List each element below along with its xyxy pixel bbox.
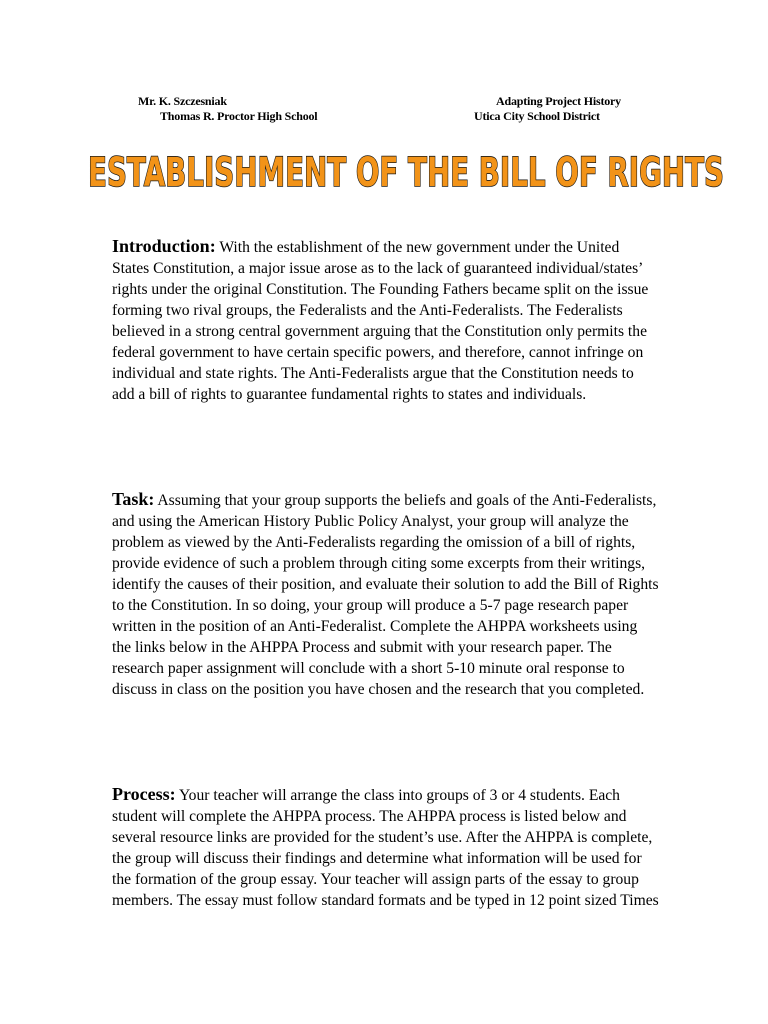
process-text: Your teacher will arrange the class into groups of 3 or 4 students. Each student will complete the AHPPA process. The AHPPA process is listed below and several resource links are provided for the student’s use. After the AHPPA is complete, the group will discuss their findings and determine what information will be used for the formation of the group essay. Your teacher will assign parts of the essay to group members. The essay must follow standard formats and be typed in 12 point sized Times <box>112 787 659 909</box>
task-section <box>112 489 660 700</box>
introduction-section <box>112 236 660 405</box>
process-label: Process: <box>112 784 176 804</box>
document-title <box>88 142 728 198</box>
title-art <box>88 142 728 198</box>
author-name: Mr. K. Szczesniak <box>138 94 227 108</box>
task-label: Task: <box>112 489 155 509</box>
process-section <box>112 784 660 911</box>
district-name: Utica City School District <box>474 109 600 123</box>
introduction-label: Introduction: <box>112 236 216 256</box>
introduction-text: With the establishment of the new government under the United States Constitution, a major issue arose as to the lack of guaranteed individual/states’ rights under the original Constitution. The Founding Fathers became split on the issue forming two rival groups, the Federalists and the Anti-Federalists. The Federalists believed in a strong central government arguing that the Constitution only permits the federal government to have certain specific powers, and therefore, cannot infringe on individual and state rights. The Anti-Federalists argue that the Constitution needs to add a bill of rights to guarantee fundamental rights to states and individuals. <box>112 239 649 403</box>
project-name: Adapting Project History <box>496 94 621 108</box>
title-text: ESTABLISHMENT OF THE BILL OF RIGHTS <box>88 150 724 196</box>
school-name: Thomas R. Proctor High School <box>160 109 318 123</box>
task-text: Assuming that your group supports the beliefs and goals of the Anti-Federalists, and using the American History Public Policy Analyst, your group will analyze the problem as viewed by the Anti-Federalists regarding the omission of a bill of rights, provide evidence of such a problem through citing some excerpts from their writings, identify the causes of their position, and evaluate their solution to add the Bill of Rights to the Constitution. In so doing, your group will produce a 5-7 page research paper written in the position of an Anti-Federalist. Complete the AHPPA worksheets using the links below in the AHPPA Process and submit with your research paper. The research paper assignment will conclude with a short 5-10 minute oral response to discuss in class on the position you have chosen and the research that you completed. <box>112 492 659 698</box>
